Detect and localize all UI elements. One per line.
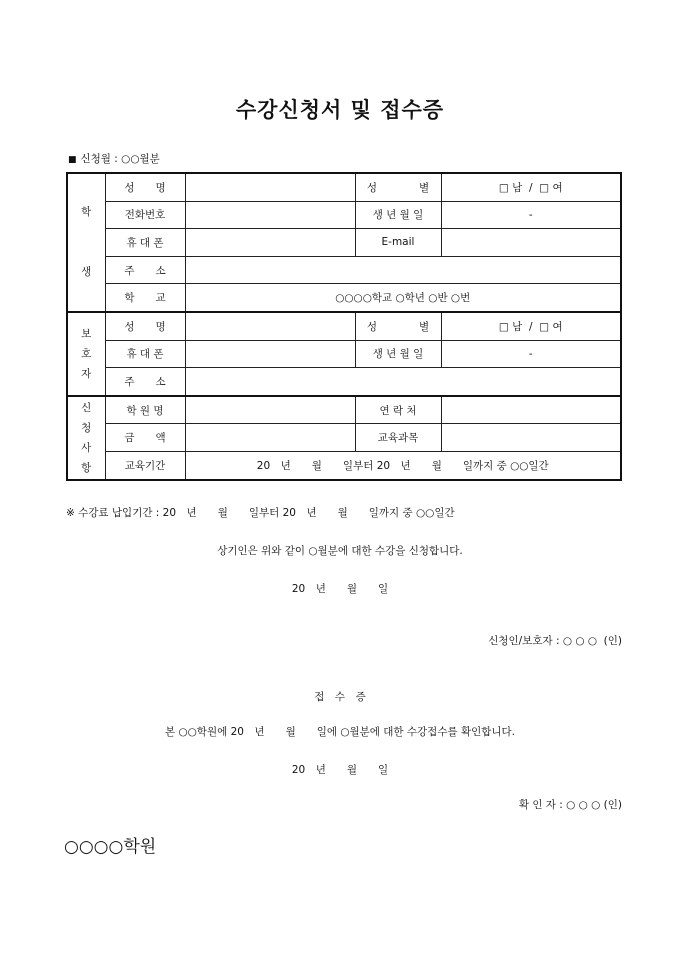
applicant-signature-line: 신청인/보호자 : ○ ○ ○ (인): [488, 635, 622, 647]
guardian-mobile-field[interactable]: [185, 340, 355, 368]
period-label: 교육기간: [105, 451, 185, 479]
amount-label: 금 액: [105, 424, 185, 452]
application-form-table: [66, 172, 622, 481]
guardian-birth-label: 생 년 월 일: [355, 340, 441, 368]
guardian-address-field[interactable]: [185, 368, 621, 396]
academy-name: ○○○○학원: [64, 837, 157, 857]
square-bullet-icon: ■: [68, 155, 77, 165]
confirmer-signature-line: 확 인 자 : ○ ○ ○ (인): [518, 799, 622, 811]
student-mobile-label: 휴 대 폰: [105, 229, 185, 257]
guardian-name-field[interactable]: [185, 312, 355, 340]
student-birth-field[interactable]: -: [441, 201, 621, 229]
guardian-group-label: 보 호 자: [67, 312, 105, 396]
student-gender-checkbox[interactable]: □ 남 / □ 여: [441, 173, 621, 201]
student-birth-label: 생 년 월 일: [355, 201, 441, 229]
student-address-field[interactable]: [185, 256, 621, 284]
student-email-label: E-mail: [355, 229, 441, 257]
academy-name-label: 학 원 명: [105, 396, 185, 424]
student-name-label: 성 명: [105, 173, 185, 201]
receipt-confirmation-text: 본 ○○학원에 20 년 월 일에 ○월분에 대한 수강접수를 확인합니다.: [165, 726, 515, 738]
period-field[interactable]: 20 년 월 일부터 20 년 월 일까지 중 ○○일간: [185, 451, 621, 479]
student-name-field[interactable]: [185, 173, 355, 201]
application-date-line: 20 년 월 일: [291, 583, 389, 595]
student-group-label: 학 생: [67, 173, 105, 312]
student-gender-label: 성 별: [355, 173, 441, 201]
guardian-mobile-label: 휴 대 폰: [105, 340, 185, 368]
course-label: 교육과목: [355, 424, 441, 452]
application-month-text: 신청월 : ○○월분: [80, 153, 160, 165]
receipt-title: 접 수 증: [314, 691, 366, 703]
student-school-field[interactable]: ○○○○학교 ○학년 ○반 ○번: [185, 284, 621, 312]
guardian-name-label: 성 명: [105, 312, 185, 340]
student-school-label: 학 교: [105, 284, 185, 312]
guardian-gender-label: 성 별: [355, 312, 441, 340]
payment-period-note: ※ 수강료 납입기간 : 20 년 월 일부터 20 년 월 일까지 중 ○○일간: [66, 507, 455, 519]
guardian-gender-checkbox[interactable]: □ 남 / □ 여: [441, 312, 621, 340]
student-address-label: 주 소: [105, 256, 185, 284]
contact-label: 연 락 처: [355, 396, 441, 424]
receipt-date-line: 20 년 월 일: [291, 764, 389, 776]
course-field[interactable]: [441, 424, 621, 452]
guardian-address-label: 주 소: [105, 368, 185, 396]
page-title: 수강신청서 및 접수증: [235, 98, 445, 122]
application-group-label: 신 청 사 항: [67, 396, 105, 480]
application-month: [68, 151, 160, 166]
student-phone-label: 전화번호: [105, 201, 185, 229]
academy-name-field[interactable]: [185, 396, 355, 424]
student-email-field[interactable]: [441, 229, 621, 257]
contact-field[interactable]: [441, 396, 621, 424]
student-phone-field[interactable]: [185, 201, 355, 229]
guardian-birth-field[interactable]: -: [441, 340, 621, 368]
declaration-text: 상기인은 위와 같이 ○월분에 대한 수강을 신청합니다.: [217, 545, 463, 557]
amount-field[interactable]: [185, 424, 355, 452]
student-mobile-field[interactable]: [185, 229, 355, 257]
